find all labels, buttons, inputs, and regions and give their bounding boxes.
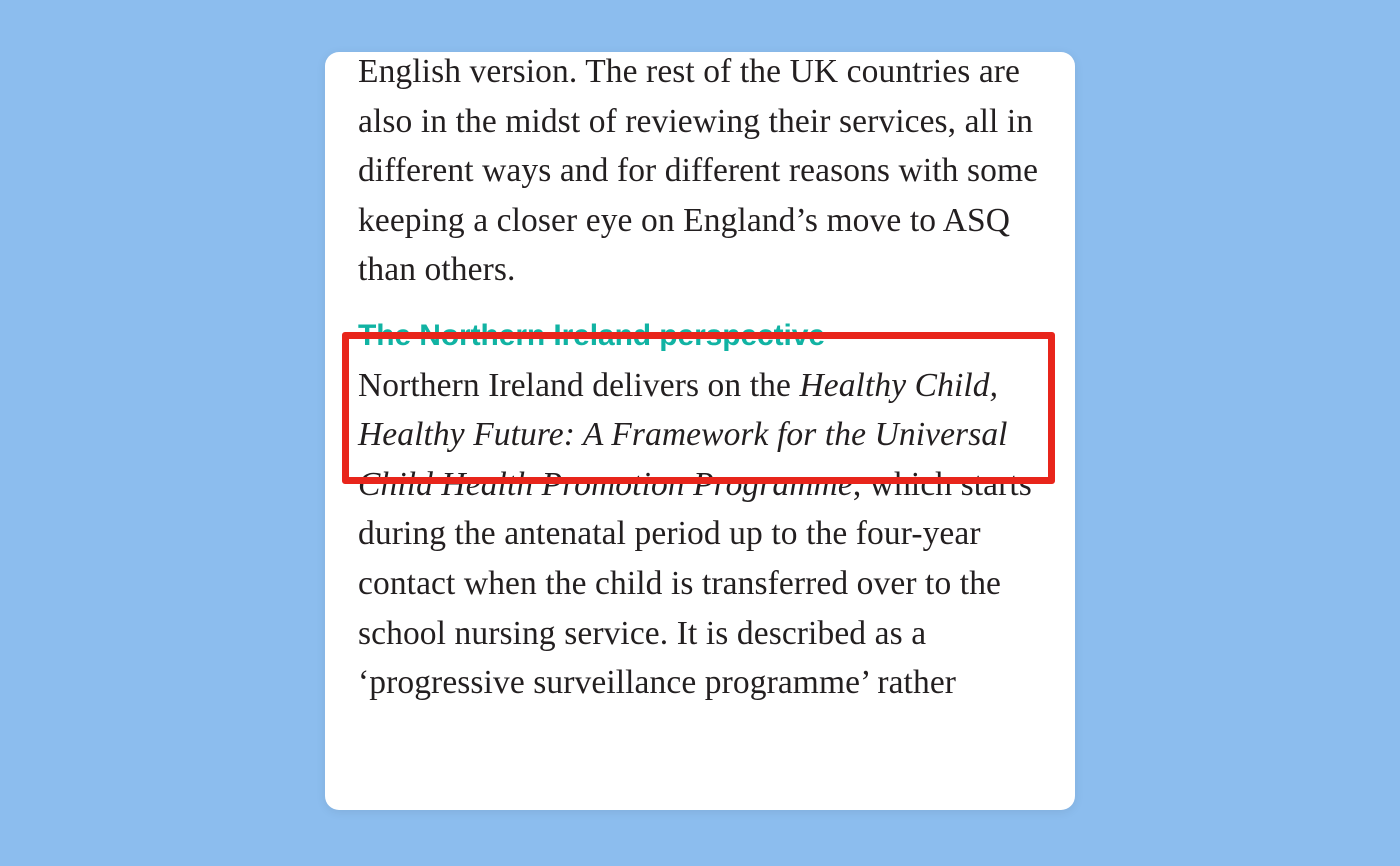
section-heading-northern-ireland: The Northern Ireland perspective (358, 318, 825, 352)
document-card (325, 52, 1075, 810)
paragraph-asq: English version. The rest of the UK countries are also in the midst of reviewing their services, all in different ways and for different reasons with some keeping a closer eye on England’s move to ASQ than others. (358, 53, 1039, 289)
paragraph-northern-ireland (358, 361, 1058, 708)
publication-title-italic: Healthy Child, Healthy Future: A Framework for the Universal Child Health Promotion Programme (358, 366, 1008, 503)
paragraph-text-lead: Northern Ireland delivers on the (358, 366, 800, 404)
paragraph-text-tail: , which starts during the antenatal period up to the four-year contact when the child is transferred over to the school nursing service. It is described as a ‘progressive surveillance programme’ rather (358, 465, 1032, 702)
document-text-column (358, 52, 1058, 708)
